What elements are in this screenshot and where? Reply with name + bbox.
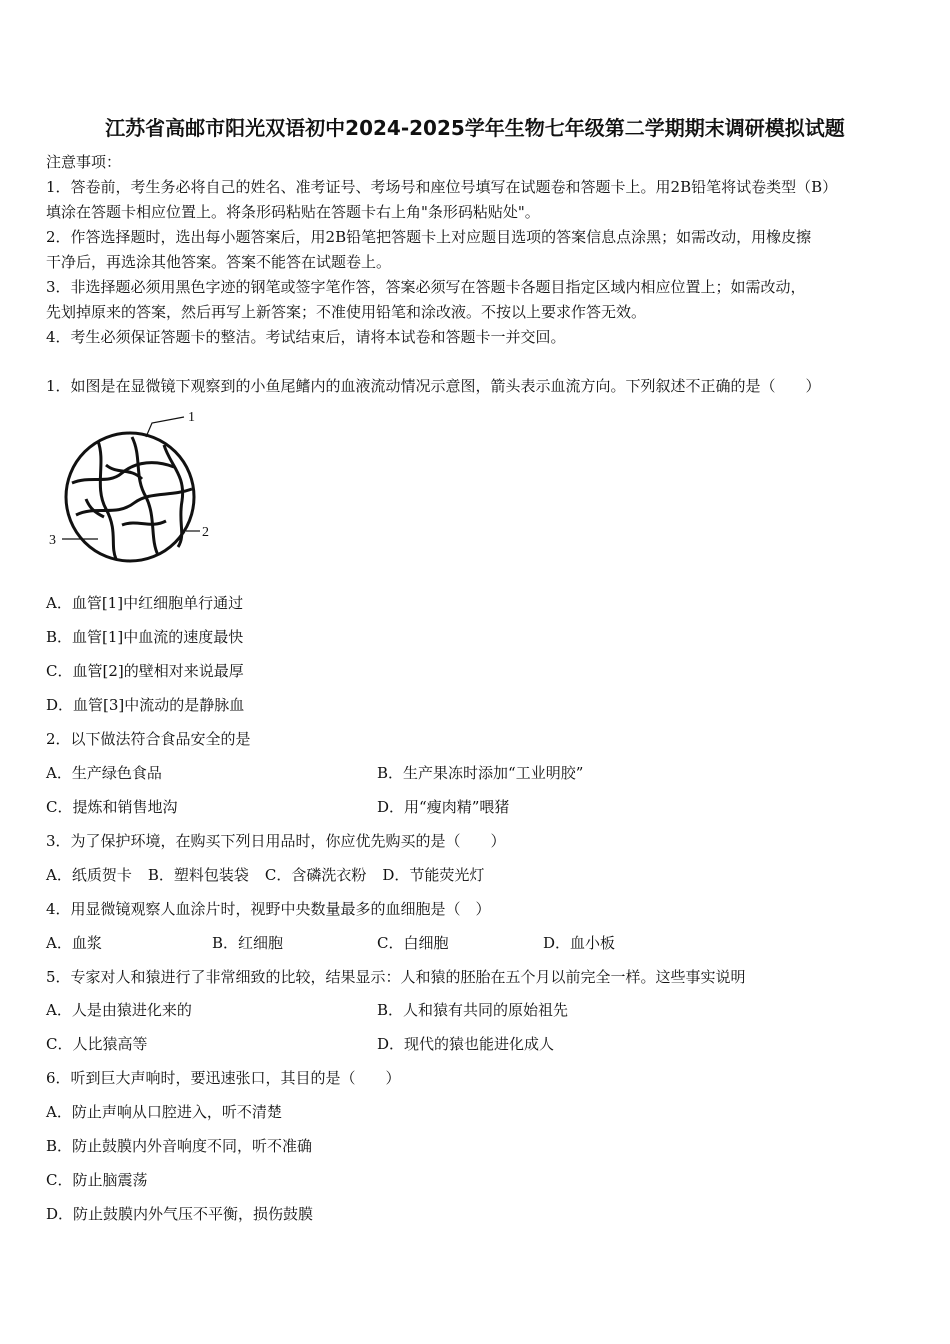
question-3-option-d: D．节能荧光灯 (382, 866, 485, 884)
notice-line: 3．非选择题必须用黑色字迹的钢笔或签字笔作答，答案必须写在答题卡各题目指定区域内相应位置上；如需改动， (46, 278, 806, 296)
notice-line: 4．考生必须保证答题卡的整洁。考试结束后，请将本试卷和答题卡一并交回。 (46, 328, 566, 346)
question-4-option-b: B．红细胞 (212, 934, 284, 952)
figure-label-3: 3 (49, 533, 56, 548)
question-4-stem: 4．用显微镜观察人血涂片时，视野中央数量最多的血细胞是（ ） (46, 900, 491, 918)
figure-label-2: 2 (202, 525, 209, 540)
notice-line: 先划掉原来的答案，然后再写上新答案；不准使用铅笔和涂改液。不按以上要求作答无效。 (46, 303, 647, 321)
question-2-option-d: D．用“瘦肉精”喂猪 (377, 798, 510, 816)
vessel-line (86, 499, 104, 517)
vessel-line (164, 445, 183, 547)
question-5-option-d: D．现代的猿也能进化成人 (377, 1035, 555, 1053)
question-4-option-d: D．血小板 (543, 934, 616, 952)
question-2-option-a: A．生产绿色食品 (46, 764, 162, 782)
question-1-option-c: C．血管[2]的壁相对来说最厚 (46, 662, 244, 680)
question-6-option-c: C．防止脑震荡 (46, 1171, 148, 1189)
question-2-option-b: B．生产果冻时添加“工业明胶” (377, 764, 584, 782)
vessel-line (98, 441, 116, 559)
question-2-stem: 2．以下做法符合食品安全的是 (46, 730, 251, 748)
question-4-option-a: A．血浆 (46, 934, 102, 952)
question-5-stem: 5．专家对人和猿进行了非常细致的比较，结果显示：人和猿的胚胎在五个月以前完全一样。这些事实说明 (46, 968, 746, 986)
question-3-option-b: B．塑料包装袋 (147, 866, 249, 884)
question-6-option-d: D．防止鼓膜内外气压不平衡，损伤鼓膜 (46, 1205, 314, 1223)
question-6-option-b: B．防止鼓膜内外音响度不同，听不准确 (46, 1137, 313, 1155)
vessel-line (72, 463, 174, 483)
question-5-option-a: A．人是由猿进化来的 (46, 1001, 192, 1019)
question-3-option-c: C．含磷洗衣粉 (264, 866, 367, 884)
question-1-option-d: D．血管[3]中流动的是静脉血 (46, 696, 245, 714)
notice-line: 填涂在答题卡相应位置上。将条形码粘贴在答题卡右上角"条形码粘贴处"。 (46, 203, 540, 221)
question-5-option-c: C．人比猿高等 (46, 1035, 148, 1053)
notice-heading: 注意事项： (46, 153, 122, 171)
notice-line: 2．作答选择题时，选出每小题答案后，用2B铅笔把答题卡上对应题目选项的答案信息点涂黑；如需改动，用橡皮擦 (46, 228, 812, 246)
vessel-line (122, 521, 166, 525)
page-title: 江苏省高邮市阳光双语初中2024-2025学年生物七年级第二学期期末调研模拟试题 (105, 116, 845, 140)
question-3-stem: 3．为了保护环境，在购买下列日用品时，你应优先购买的是（ ） (46, 832, 506, 850)
blood-flow-diagram (46, 405, 216, 565)
question-6-stem: 6．听到巨大声响时，要迅速张口，其目的是（ ） (46, 1069, 401, 1087)
question-5-option-b: B．人和猿有共同的原始祖先 (377, 1001, 569, 1019)
question-1-stem: 1．如图是在显微镜下观察到的小鱼尾鳍内的血液流动情况示意图，箭头表示血流方向。下列叙述不正确的是（ ） (46, 377, 821, 395)
question-1-option-b: B．血管[1]中血流的速度最快 (46, 628, 244, 646)
figure-label-1: 1 (188, 410, 195, 425)
question-3-option-a: A．纸质贺卡 (46, 866, 132, 884)
question-2-option-c: C．提炼和销售地沟 (46, 798, 178, 816)
label-1-leader (146, 417, 184, 437)
notice-line: 1．答卷前，考生务必将自己的姓名、准考证号、考场号和座位号填写在试题卷和答题卡上。用2B铅笔将试卷类型（B） (46, 178, 838, 196)
notice-line: 干净后，再选涂其他答案。答案不能答在试题卷上。 (46, 253, 392, 271)
field-of-view-circle (66, 433, 194, 561)
question-4-option-c: C．白细胞 (377, 934, 449, 952)
question-6-option-a: A．防止声响从口腔进入，听不清楚 (46, 1103, 282, 1121)
question-3-options (46, 865, 484, 885)
question-1-option-a: A．血管[1]中红细胞单行通过 (46, 594, 244, 612)
